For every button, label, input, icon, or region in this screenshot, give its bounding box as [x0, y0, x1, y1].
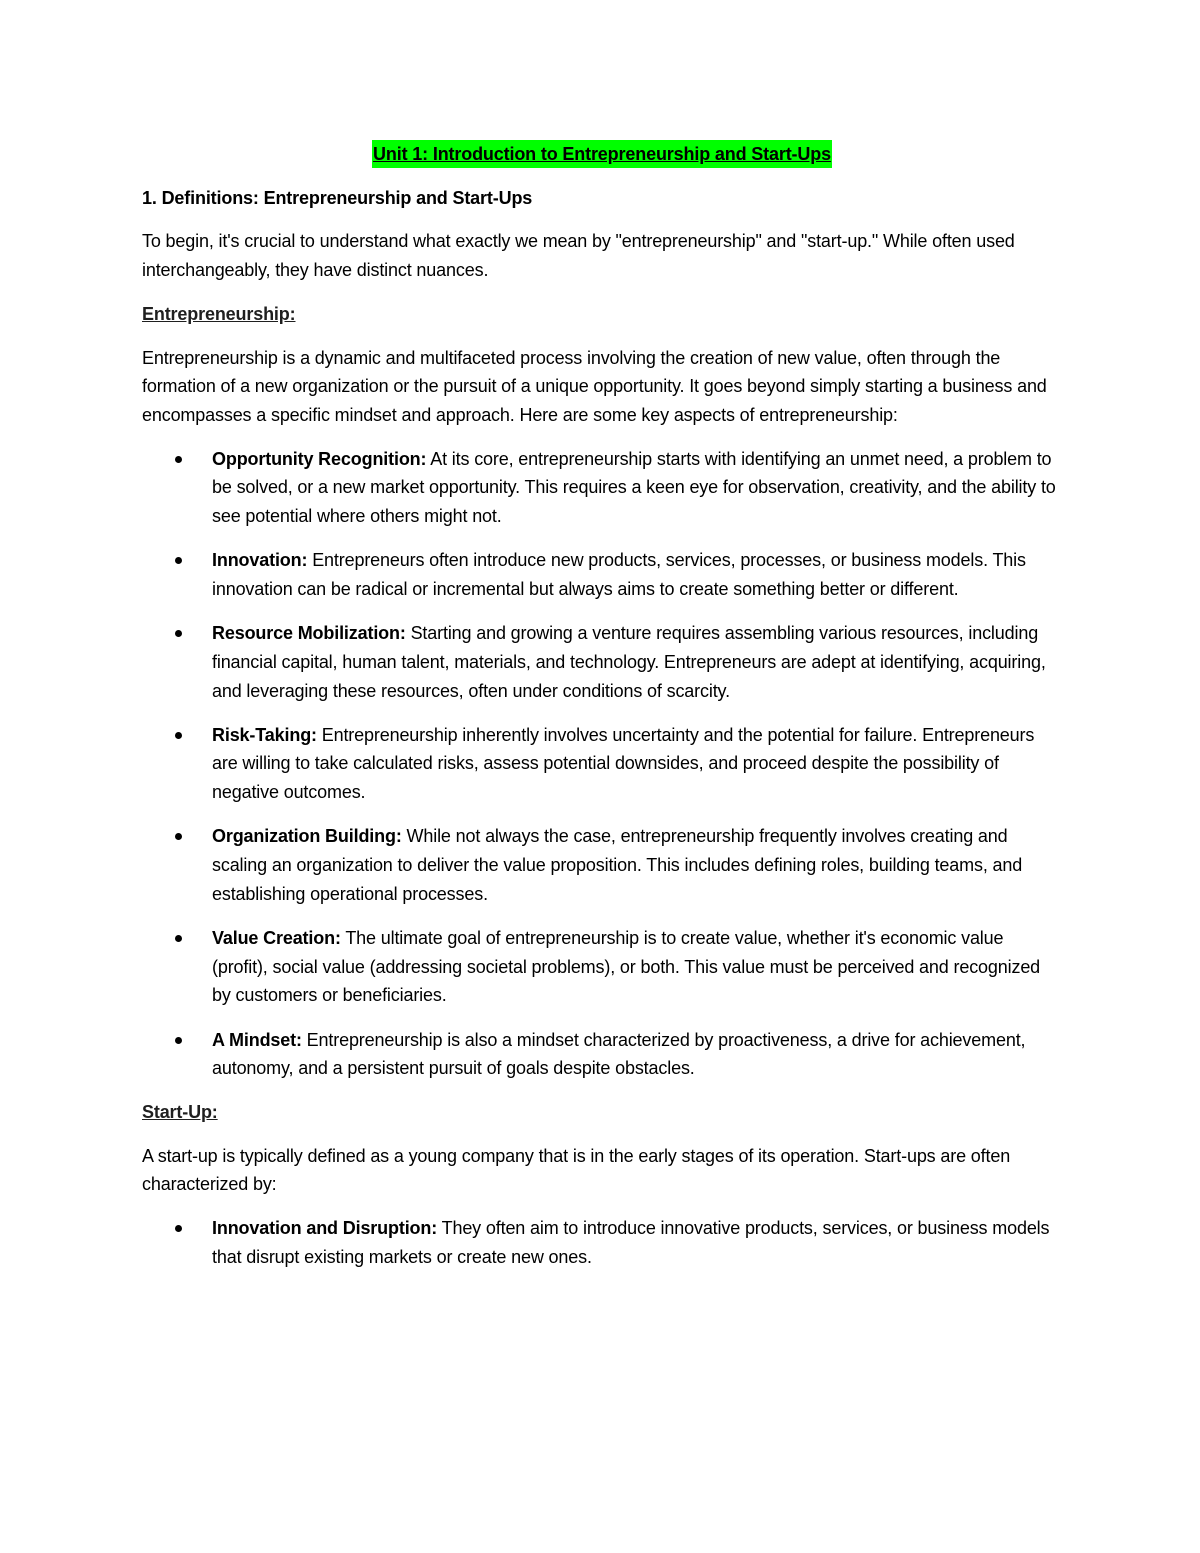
bullet-icon — [175, 1225, 182, 1232]
list-item — [142, 822, 1058, 908]
entrepreneurship-aspects-list — [142, 445, 1058, 1083]
bullet-icon — [175, 1037, 182, 1044]
entrepreneurship-paragraph: Entrepreneurship is a dynamic and multifaceted process involving the creation of new value, often through the formation of a new organization or the pursuit of a unique opportunity. It goes beyond simply starting a business and encompasses a specific mindset and approach. Here are some key aspects of entrepreneurship: — [142, 347, 1047, 425]
list-item — [142, 721, 1058, 807]
list-item-term: Risk-Taking: — [212, 724, 317, 745]
list-item — [142, 924, 1058, 1010]
intro-paragraph: To begin, it's crucial to understand what exactly we mean by "entrepreneurship" and "start-up." While often used interchangeably, they have distinct nuances. — [142, 231, 1015, 281]
list-item — [142, 619, 1058, 705]
startup-paragraph: A start-up is typically defined as a young company that is in the early stages of its operation. Start-ups are often characterized by: — [142, 1145, 1011, 1195]
list-item-term: A Mindset: — [212, 1029, 302, 1050]
bullet-icon — [175, 833, 182, 840]
list-item — [142, 445, 1058, 531]
bullet-icon — [175, 456, 182, 463]
list-item-term: Opportunity Recognition: — [212, 448, 427, 469]
entrepreneurship-heading: Entrepreneurship: — [142, 303, 296, 324]
list-item-text: The ultimate goal of entrepreneurship is to create value, whether it's economic value (profit), social value (addressing societal problems), or both. This value must be perceived and recognized by customers or beneficiaries. — [212, 927, 1041, 1006]
section-heading: 1. Definitions: Entrepreneurship and Start-Ups — [142, 187, 533, 208]
list-item-text: Starting and growing a venture requires assembling various resources, including financial capital, human talent, materials, and technology. Entrepreneurs are adept at identifying, acquiring, and leveraging these resources, often under conditions of scarcity. — [212, 623, 1046, 701]
list-item-term: Organization Building: — [212, 826, 402, 847]
list-item-text: Entrepreneurs often introduce new products, services, processes, or business models. This innovation can be radical or incremental but always aims to create something better or different. — [212, 550, 1026, 599]
startup-heading: Start-Up: — [142, 1101, 218, 1122]
list-item-text: Entrepreneurship is also a mindset characterized by proactiveness, a drive for achievement, autonomy, and a persistent pursuit of goals despite obstacles. — [212, 1029, 1026, 1079]
list-item-text: They often aim to introduce innovative products, services, or business models that disrupt existing markets or create new ones. — [212, 1218, 1050, 1267]
list-item — [142, 1214, 1058, 1271]
startup-characteristics-list — [142, 1214, 1058, 1271]
list-item-term: Resource Mobilization: — [212, 623, 406, 644]
bullet-icon — [175, 732, 182, 739]
list-item-term: Value Creation: — [212, 927, 341, 948]
bullet-icon — [175, 935, 182, 942]
list-item-text: At its core, entrepreneurship starts with identifying an unmet need, a problem to be solved, or a new market opportunity. This requires a keen eye for observation, creativity, and the ability to see potential where others might not. — [212, 448, 1056, 527]
title-container — [142, 140, 1058, 169]
list-item — [142, 1026, 1058, 1083]
list-item-term: Innovation and Disruption: — [212, 1218, 438, 1239]
list-item — [142, 546, 1058, 603]
document-title: Unit 1: Introduction to Entrepreneurship and Start-Ups — [372, 140, 832, 168]
bullet-icon — [175, 630, 182, 637]
list-item-text: While not always the case, entrepreneurship frequently involves creating and scaling an organization to deliver the value proposition. This includes defining roles, building teams, and establishing operational processes. — [212, 826, 1023, 904]
bullet-icon — [175, 557, 182, 564]
list-item-text: Entrepreneurship inherently involves uncertainty and the potential for failure. Entrepreneurs are willing to take calculated risks, assess potential downsides, and proceed despite the possibility of negative outcomes. — [212, 724, 1035, 803]
list-item-term: Innovation: — [212, 550, 308, 571]
